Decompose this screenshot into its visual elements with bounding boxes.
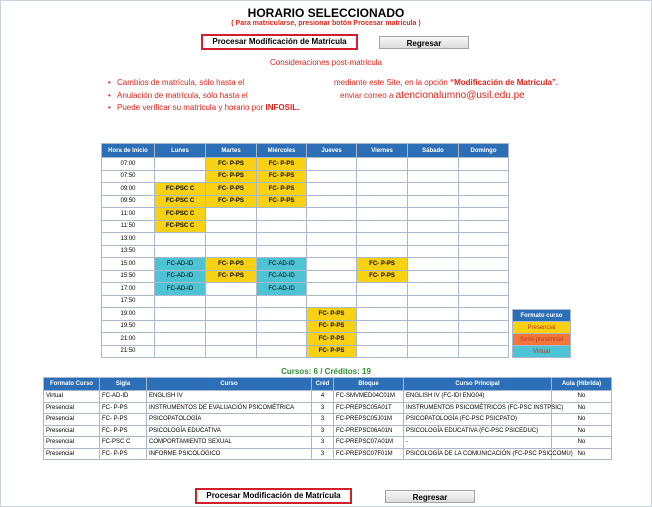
schedule-empty-cell (459, 245, 509, 258)
schedule-header-day: Domingo (459, 144, 509, 158)
schedule-row (102, 283, 509, 296)
schedule-empty-cell (206, 333, 257, 346)
schedule-empty-cell (206, 345, 257, 358)
consideration-item-changes: • Cambios de matrícula, sólo hasta el mediante este Site, en la opción “Modificación de Matrícula”. (108, 77, 299, 90)
schedule-course-block[interactable]: FC- P-PS (206, 183, 257, 196)
schedule-empty-cell (307, 258, 357, 271)
schedule-row (102, 295, 509, 308)
schedule-empty-cell (206, 220, 257, 233)
courses-cell: ENGLISH IV (FC-IDI ENG04) (404, 391, 552, 403)
schedule-header-day: Lunes (155, 144, 206, 158)
schedule-empty-cell (155, 333, 206, 346)
courses-cell: Presencial (44, 437, 100, 449)
schedule-empty-cell (155, 295, 206, 308)
schedule-empty-cell (155, 233, 206, 246)
courses-cell: Presencial (44, 414, 100, 426)
schedule-empty-cell (357, 220, 408, 233)
schedule-course-block[interactable]: FC- P-PS (307, 345, 357, 358)
schedule-empty-cell (408, 308, 459, 321)
courses-cell: 3 (312, 448, 334, 460)
changes-channel-text: mediante este Site, en la opción “Modificación de Matrícula”. (334, 78, 559, 87)
legend-presencial: Presencial (513, 322, 571, 334)
schedule-empty-cell (459, 333, 509, 346)
schedule-course-block[interactable]: FC-AD-ID (155, 283, 206, 296)
schedule-empty-cell (307, 158, 357, 171)
schedule-row (102, 233, 509, 246)
format-legend (512, 309, 571, 358)
schedule-body (102, 158, 509, 358)
schedule-hour-cell: 09:00 (102, 183, 155, 196)
schedule-empty-cell (257, 208, 307, 221)
schedule-empty-cell (459, 345, 509, 358)
schedule-empty-cell (408, 170, 459, 183)
schedule-empty-cell (307, 270, 357, 283)
schedule-hour-cell: 15:00 (102, 258, 155, 271)
schedule-course-block[interactable]: FC-PSC C (155, 183, 206, 196)
courses-cell: No (552, 437, 612, 449)
schedule-empty-cell (307, 170, 357, 183)
schedule-course-block[interactable]: FC- P-PS (307, 308, 357, 321)
schedule-course-block[interactable]: FC-PSC C (155, 195, 206, 208)
courses-cell: 3 (312, 425, 334, 437)
considerations-title: Consideraciones post-matricula (269, 58, 383, 67)
process-enrollment-button-top[interactable]: Procesar Modificación de Matrícula (201, 34, 358, 50)
schedule-row (102, 170, 509, 183)
schedule-course-block[interactable]: FC- P-PS (357, 270, 408, 283)
schedule-course-block[interactable]: FC- P-PS (357, 258, 408, 271)
schedule-hour-cell: 13:00 (102, 233, 155, 246)
schedule-course-block[interactable]: FC- P-PS (307, 333, 357, 346)
schedule-empty-cell (408, 245, 459, 258)
schedule-hour-cell: 19:00 (102, 308, 155, 321)
schedule-empty-cell (408, 183, 459, 196)
schedule-empty-cell (408, 345, 459, 358)
courses-header-cell: Formato Curso (44, 378, 100, 391)
courses-cell: No (552, 402, 612, 414)
back-button-top[interactable]: Regresar (379, 36, 469, 49)
schedule-empty-cell (155, 245, 206, 258)
courses-header-cell: Curso (147, 378, 312, 391)
schedule-hour-cell: 21:50 (102, 345, 155, 358)
schedule-header-day: Sábado (408, 144, 459, 158)
courses-cell: PSICOLOGÍA EDUCATIVA (FC-PSC PSICEDUC) (404, 425, 552, 437)
schedule-hour-cell: 13:50 (102, 245, 155, 258)
schedule-header-day: Viernes (357, 144, 408, 158)
schedule-empty-cell (257, 295, 307, 308)
schedule-empty-cell (155, 308, 206, 321)
schedule-course-block[interactable]: FC- P-PS (206, 258, 257, 271)
schedule-header-day: Jueves (307, 144, 357, 158)
courses-cell: 3 (312, 402, 334, 414)
courses-row (44, 391, 612, 403)
schedule-course-block[interactable]: FC- P-PS (257, 183, 307, 196)
schedule-empty-cell (459, 233, 509, 246)
schedule-course-block[interactable]: FC-AD-ID (257, 270, 307, 283)
schedule-empty-cell (206, 308, 257, 321)
courses-cell: PSICOPATOLOGÍA (147, 414, 312, 426)
schedule-empty-cell (357, 183, 408, 196)
schedule-course-block[interactable]: FC- P-PS (206, 170, 257, 183)
courses-cell: FC- P-PS (100, 402, 147, 414)
back-button-bottom[interactable]: Regresar (385, 490, 475, 503)
schedule-hour-cell: 09:50 (102, 195, 155, 208)
schedule-hour-cell: 21:00 (102, 333, 155, 346)
schedule-empty-cell (206, 295, 257, 308)
courses-cell: Presencial (44, 448, 100, 460)
courses-cell: FC-AD-ID (100, 391, 147, 403)
courses-header-cell: Créd (312, 378, 334, 391)
courses-cell: FC-PREPSC05A01T (334, 402, 404, 414)
schedule-hour-cell: 11:50 (102, 220, 155, 233)
courses-table (43, 377, 612, 460)
schedule-empty-cell (357, 208, 408, 221)
courses-row (44, 437, 612, 449)
consideration-item-cancellation: • Anulación de matrícula, sólo hasta el enviar correo a atencionalumno@usil.edu.pe (108, 89, 525, 101)
schedule-empty-cell (357, 320, 408, 333)
schedule-course-block[interactable]: FC- P-PS (206, 158, 257, 171)
courses-row (44, 448, 612, 460)
schedule-empty-cell (357, 233, 408, 246)
courses-cell: INSTRUMENTOS DE EVALUACIÓN PSICOMÉTRICA (147, 402, 312, 414)
schedule-empty-cell (357, 295, 408, 308)
schedule-empty-cell (459, 295, 509, 308)
schedule-row (102, 333, 509, 346)
support-email-link[interactable]: atencionalumno@usil.edu.pe (395, 89, 525, 101)
schedule-row (102, 345, 509, 358)
schedule-row (102, 183, 509, 196)
legend-title: Formato curso (513, 310, 571, 322)
schedule-header-day: Miércoles (257, 144, 307, 158)
schedule-row (102, 195, 509, 208)
courses-cell: 4 (312, 391, 334, 403)
schedule-empty-cell (459, 220, 509, 233)
courses-cell: COMPORTAMIENTO SEXUAL (147, 437, 312, 449)
schedule-course-block[interactable]: FC- P-PS (307, 320, 357, 333)
schedule-course-block[interactable]: FC-AD-ID (155, 258, 206, 271)
courses-cell: Presencial (44, 402, 100, 414)
schedule-empty-cell (307, 233, 357, 246)
schedule-course-block[interactable]: FC- P-PS (257, 158, 307, 171)
schedule-empty-cell (408, 208, 459, 221)
schedule-empty-cell (307, 283, 357, 296)
courses-cell: No (552, 391, 612, 403)
schedule-empty-cell (459, 195, 509, 208)
considerations-list (108, 77, 559, 115)
schedule-row (102, 158, 509, 171)
schedule-empty-cell (307, 183, 357, 196)
schedule-empty-cell (206, 283, 257, 296)
schedule-empty-cell (357, 158, 408, 171)
schedule-empty-cell (357, 333, 408, 346)
schedule-empty-cell (408, 283, 459, 296)
schedule-course-block[interactable]: FC- P-PS (257, 195, 307, 208)
courses-row (44, 425, 612, 437)
courses-header-cell: Aula (Híbrida) (552, 378, 612, 391)
schedule-header-day: Martes (206, 144, 257, 158)
schedule-empty-cell (307, 245, 357, 258)
legend-virtual: Virtual (513, 346, 571, 358)
schedule-empty-cell (408, 320, 459, 333)
schedule-empty-cell (206, 320, 257, 333)
schedule-empty-cell (307, 208, 357, 221)
schedule-row (102, 308, 509, 321)
schedule-header-row (102, 144, 509, 158)
schedule-empty-cell (459, 170, 509, 183)
schedule-empty-cell (206, 233, 257, 246)
schedule-course-block[interactable]: FC-AD-ID (257, 283, 307, 296)
schedule-row (102, 320, 509, 333)
courses-cell: PSICOLOGÍA EDUCATIVA (147, 425, 312, 437)
schedule-empty-cell (357, 245, 408, 258)
schedule-empty-cell (459, 320, 509, 333)
cancellation-channel-text: enviar correo a atencionalumno@usil.edu.pe (340, 89, 525, 101)
schedule-empty-cell (459, 183, 509, 196)
courses-cell: FC-PREPSC07F01M (334, 448, 404, 460)
schedule-empty-cell (257, 245, 307, 258)
schedule-course-block[interactable]: FC-AD-ID (257, 258, 307, 271)
schedule-empty-cell (257, 345, 307, 358)
schedule-empty-cell (155, 170, 206, 183)
schedule-empty-cell (459, 283, 509, 296)
schedule-empty-cell (307, 195, 357, 208)
courses-cell: FC- P-PS (100, 448, 147, 460)
schedule-hour-cell: 11:00 (102, 208, 155, 221)
schedule-course-block[interactable]: FC- P-PS (257, 170, 307, 183)
courses-cell: FC- P-PS (100, 414, 147, 426)
courses-cell: - (404, 437, 552, 449)
schedule-empty-cell (459, 158, 509, 171)
schedule-empty-cell (155, 158, 206, 171)
schedule-empty-cell (206, 245, 257, 258)
schedule-empty-cell (408, 333, 459, 346)
schedule-hour-cell: 19:50 (102, 320, 155, 333)
courses-cell: FC-PREPSC06A01N (334, 425, 404, 437)
courses-row (44, 402, 612, 414)
schedule-empty-cell (459, 308, 509, 321)
schedule-course-block[interactable]: FC-PSC C (155, 220, 206, 233)
schedule-hour-cell: 07:00 (102, 158, 155, 171)
schedule-hour-cell: 07:50 (102, 170, 155, 183)
courses-header-cell: Curso Principal (404, 378, 552, 391)
schedule-hour-cell: 17:50 (102, 295, 155, 308)
schedule-course-block[interactable]: FC-PSC C (155, 208, 206, 221)
schedule-empty-cell (408, 158, 459, 171)
schedule-row (102, 270, 509, 283)
schedule-empty-cell (408, 233, 459, 246)
schedule-row (102, 208, 509, 221)
schedule-hour-cell: 15:50 (102, 270, 155, 283)
courses-cell: FC-PSC C (100, 437, 147, 449)
schedule-empty-cell (257, 333, 307, 346)
schedule-empty-cell (408, 220, 459, 233)
courses-cell: ENGLISH IV (147, 391, 312, 403)
schedule-empty-cell (459, 258, 509, 271)
schedule-empty-cell (257, 233, 307, 246)
courses-cell: FC-PREPSC05J01M (334, 414, 404, 426)
schedule-empty-cell (357, 195, 408, 208)
courses-cell: Presencial (44, 425, 100, 437)
schedule-empty-cell (357, 308, 408, 321)
schedule-course-block[interactable]: FC-AD-ID (155, 270, 206, 283)
consideration-item-verify: • Puede verificar su matrícula y horario por INFOSIL. (108, 103, 300, 112)
schedule-row (102, 245, 509, 258)
schedule-empty-cell (307, 295, 357, 308)
schedule-table (101, 143, 509, 358)
schedule-empty-cell (459, 270, 509, 283)
courses-credits-summary: Cursos: 6 / Créditos: 19 (281, 367, 371, 376)
page-subtitle: ( Para matricularse, presionar botón Procesar matricula ) (231, 20, 421, 27)
schedule-hour-cell: 17:00 (102, 283, 155, 296)
courses-cell: No (552, 448, 612, 460)
courses-cell: PSICOPATOLOGÍA (FC-PSC PSICPATO) (404, 414, 552, 426)
courses-cell: INSTRUMENTOS PSICOMÉTRICOS (FC-PSC INSTPSIC) (404, 402, 552, 414)
courses-cell: Virtual (44, 391, 100, 403)
courses-cell: FC- P-PS (100, 425, 147, 437)
courses-cell: FC-SMVMED04C01M (334, 391, 404, 403)
courses-cell: FC-PREPSC07A01M (334, 437, 404, 449)
schedule-empty-cell (408, 270, 459, 283)
courses-cell: 3 (312, 414, 334, 426)
courses-cell: INFORME PSICOLÓGICO (147, 448, 312, 460)
process-enrollment-button-bottom[interactable]: Procesar Modificación de Matrícula (195, 488, 352, 504)
legend-semipresencial: Semi-presencial (513, 334, 571, 346)
schedule-empty-cell (257, 320, 307, 333)
schedule-empty-cell (408, 258, 459, 271)
courses-header-cell: Sigla (100, 378, 147, 391)
courses-cell: No (552, 414, 612, 426)
schedule-empty-cell (357, 170, 408, 183)
schedule-course-block[interactable]: FC- P-PS (206, 270, 257, 283)
courses-header-row (44, 378, 612, 391)
schedule-empty-cell (155, 320, 206, 333)
schedule-empty-cell (408, 195, 459, 208)
schedule-empty-cell (357, 345, 408, 358)
schedule-row (102, 220, 509, 233)
courses-cell: 3 (312, 437, 334, 449)
courses-cell: PSICOLOGÍA DE LA COMUNICACIÓN (FC-PSC PSICCOMU) (404, 448, 552, 460)
schedule-course-block[interactable]: FC- P-PS (206, 195, 257, 208)
schedule-empty-cell (307, 220, 357, 233)
courses-row (44, 414, 612, 426)
schedule-header-hour: Hora de Inicio (102, 144, 155, 158)
schedule-empty-cell (155, 345, 206, 358)
courses-body (44, 391, 612, 460)
schedule-empty-cell (206, 208, 257, 221)
schedule-empty-cell (357, 283, 408, 296)
page-title: HORARIO SELECCIONADO (247, 6, 405, 20)
courses-header-cell: Bloque (334, 378, 404, 391)
courses-cell: No (552, 425, 612, 437)
schedule-empty-cell (257, 308, 307, 321)
schedule-empty-cell (408, 295, 459, 308)
schedule-empty-cell (257, 220, 307, 233)
schedule-empty-cell (459, 208, 509, 221)
schedule-row (102, 258, 509, 271)
infosil-label: INFOSIL. (265, 103, 300, 112)
